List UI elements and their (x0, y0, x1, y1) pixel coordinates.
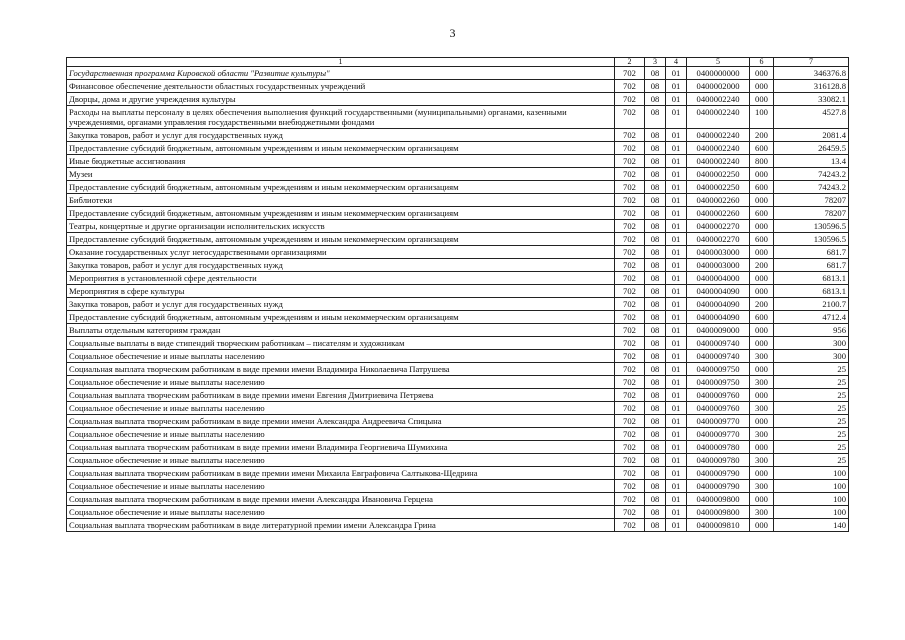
target-article-cell: 0400009810 (687, 519, 750, 532)
expense-type-cell: 200 (750, 129, 774, 142)
table-row (67, 467, 849, 480)
ministry-code-cell: 702 (615, 506, 645, 519)
table-row (67, 389, 849, 402)
section-code-cell: 08 (645, 480, 666, 493)
table-row (67, 285, 849, 298)
target-article-cell: 0400002240 (687, 142, 750, 155)
expense-type-cell: 200 (750, 259, 774, 272)
table-row (67, 155, 849, 168)
table-row (67, 142, 849, 155)
subsection-code-cell: 01 (666, 298, 687, 311)
table-row (67, 337, 849, 350)
section-code-cell: 08 (645, 80, 666, 93)
target-article-cell: 0400009770 (687, 415, 750, 428)
row-name-cell: Социальные выплаты в виде стипендий творческим работникам – писателям и художникам (67, 337, 615, 350)
table-row (67, 194, 849, 207)
subsection-code-cell: 01 (666, 376, 687, 389)
table-row (67, 415, 849, 428)
target-article-cell: 0400002260 (687, 207, 750, 220)
row-name-cell: Предоставление субсидий бюджетным, автономным учреждениям и иным некоммерческим организациям (67, 311, 615, 324)
amount-cell: 25 (774, 376, 849, 389)
section-code-cell: 08 (645, 285, 666, 298)
row-name-cell: Дворцы, дома и другие учреждения культуры (67, 93, 615, 106)
row-name-cell: Оказание государственных услуг негосударственными организациями (67, 246, 615, 259)
table-row (67, 402, 849, 415)
ministry-code-cell: 702 (615, 324, 645, 337)
table-row (67, 441, 849, 454)
ministry-code-cell: 702 (615, 93, 645, 106)
subsection-code-cell: 01 (666, 350, 687, 363)
table-row (67, 220, 849, 233)
expense-type-cell: 000 (750, 67, 774, 80)
row-name-cell: Социальная выплата творческим работникам в виде премии имени Евгения Дмитриевича Петряева (67, 389, 615, 402)
section-code-cell: 08 (645, 402, 666, 415)
row-name-cell: Выплаты отдельным категориям граждан (67, 324, 615, 337)
ministry-code-cell: 702 (615, 207, 645, 220)
target-article-cell: 0400004090 (687, 285, 750, 298)
section-code-cell: 08 (645, 142, 666, 155)
section-code-cell: 08 (645, 220, 666, 233)
expense-type-cell: 000 (750, 93, 774, 106)
amount-cell: 78207 (774, 207, 849, 220)
row-name-cell: Мероприятия в сфере культуры (67, 285, 615, 298)
expense-type-cell: 000 (750, 220, 774, 233)
ministry-code-cell: 702 (615, 194, 645, 207)
section-code-cell: 08 (645, 350, 666, 363)
row-name-cell: Социальная выплата творческим работникам в виде премии имени Александра Андреевича Спицына (67, 415, 615, 428)
target-article-cell: 0400009790 (687, 467, 750, 480)
target-article-cell: 0400002240 (687, 155, 750, 168)
target-article-cell: 0400009000 (687, 324, 750, 337)
column-number-row (67, 58, 849, 67)
ministry-code-cell: 702 (615, 142, 645, 155)
expense-type-cell: 300 (750, 454, 774, 467)
subsection-code-cell: 01 (666, 181, 687, 194)
ministry-code-cell: 702 (615, 350, 645, 363)
row-name-cell: Социальное обеспечение и иные выплаты населению (67, 454, 615, 467)
amount-cell: 25 (774, 441, 849, 454)
amount-cell: 100 (774, 493, 849, 506)
target-article-cell: 0400002240 (687, 129, 750, 142)
table-row (67, 480, 849, 493)
amount-cell: 25 (774, 402, 849, 415)
section-code-cell: 08 (645, 298, 666, 311)
ministry-code-cell: 702 (615, 363, 645, 376)
target-article-cell: 0400002250 (687, 168, 750, 181)
amount-cell: 74243.2 (774, 181, 849, 194)
section-code-cell: 08 (645, 246, 666, 259)
section-code-cell: 08 (645, 194, 666, 207)
table-row (67, 298, 849, 311)
amount-cell: 140 (774, 519, 849, 532)
ministry-code-cell: 702 (615, 480, 645, 493)
table-row (67, 80, 849, 93)
column-number: 5 (687, 58, 750, 67)
ministry-code-cell: 702 (615, 298, 645, 311)
expense-type-cell: 000 (750, 80, 774, 93)
section-code-cell: 08 (645, 106, 666, 129)
expense-type-cell: 000 (750, 272, 774, 285)
amount-cell: 100 (774, 480, 849, 493)
table-row (67, 207, 849, 220)
table-row (67, 246, 849, 259)
expense-type-cell: 000 (750, 168, 774, 181)
ministry-code-cell: 702 (615, 467, 645, 480)
amount-cell: 956 (774, 324, 849, 337)
subsection-code-cell: 01 (666, 415, 687, 428)
amount-cell: 33082.1 (774, 93, 849, 106)
row-name-cell: Предоставление субсидий бюджетным, автономным учреждениям и иным некоммерческим организациям (67, 233, 615, 246)
expense-type-cell: 000 (750, 324, 774, 337)
table-row (67, 350, 849, 363)
amount-cell: 25 (774, 454, 849, 467)
column-number: 1 (67, 58, 615, 67)
amount-cell: 25 (774, 428, 849, 441)
expense-type-cell: 300 (750, 428, 774, 441)
amount-cell: 74243.2 (774, 168, 849, 181)
subsection-code-cell: 01 (666, 246, 687, 259)
row-name-cell: Театры, концертные и другие организации исполнительских искусств (67, 220, 615, 233)
table-row (67, 129, 849, 142)
target-article-cell: 0400009770 (687, 428, 750, 441)
table-row (67, 454, 849, 467)
row-name-cell: Иные бюджетные ассигнования (67, 155, 615, 168)
amount-cell: 78207 (774, 194, 849, 207)
ministry-code-cell: 702 (615, 311, 645, 324)
ministry-code-cell: 702 (615, 402, 645, 415)
subsection-code-cell: 01 (666, 259, 687, 272)
target-article-cell: 0400009760 (687, 402, 750, 415)
target-article-cell: 0400009790 (687, 480, 750, 493)
target-article-cell: 0400004090 (687, 311, 750, 324)
subsection-code-cell: 01 (666, 155, 687, 168)
expense-type-cell: 800 (750, 155, 774, 168)
table-row (67, 363, 849, 376)
table-row (67, 519, 849, 532)
table-row (67, 259, 849, 272)
column-number: 7 (774, 58, 849, 67)
expense-type-cell: 000 (750, 441, 774, 454)
target-article-cell: 0400002000 (687, 80, 750, 93)
target-article-cell: 0400003000 (687, 259, 750, 272)
row-name-cell: Государственная программа Кировской области "Развитие культуры" (67, 67, 615, 80)
table-row (67, 493, 849, 506)
expense-type-cell: 300 (750, 350, 774, 363)
amount-cell: 2100.7 (774, 298, 849, 311)
column-number: 3 (645, 58, 666, 67)
row-name-cell: Предоставление субсидий бюджетным, автономным учреждениям и иным некоммерческим организациям (67, 207, 615, 220)
section-code-cell: 08 (645, 181, 666, 194)
expense-type-cell: 300 (750, 376, 774, 389)
row-name-cell: Социальное обеспечение и иные выплаты населению (67, 402, 615, 415)
expense-type-cell: 600 (750, 311, 774, 324)
section-code-cell: 08 (645, 441, 666, 454)
ministry-code-cell: 702 (615, 389, 645, 402)
row-name-cell: Социальная выплата творческим работникам в виде литературной премии имени Александра Грина (67, 519, 615, 532)
ministry-code-cell: 702 (615, 155, 645, 168)
subsection-code-cell: 01 (666, 467, 687, 480)
subsection-code-cell: 01 (666, 519, 687, 532)
expense-type-cell: 600 (750, 181, 774, 194)
target-article-cell: 0400002240 (687, 93, 750, 106)
row-name-cell: Социальное обеспечение и иные выплаты населению (67, 376, 615, 389)
table-row (67, 311, 849, 324)
section-code-cell: 08 (645, 428, 666, 441)
ministry-code-cell: 702 (615, 67, 645, 80)
section-code-cell: 08 (645, 129, 666, 142)
section-code-cell: 08 (645, 415, 666, 428)
row-name-cell: Социальное обеспечение и иные выплаты населению (67, 506, 615, 519)
subsection-code-cell: 01 (666, 106, 687, 129)
section-code-cell: 08 (645, 454, 666, 467)
subsection-code-cell: 01 (666, 454, 687, 467)
section-code-cell: 08 (645, 155, 666, 168)
section-code-cell: 08 (645, 337, 666, 350)
ministry-code-cell: 702 (615, 80, 645, 93)
target-article-cell: 0400009740 (687, 337, 750, 350)
section-code-cell: 08 (645, 67, 666, 80)
section-code-cell: 08 (645, 311, 666, 324)
subsection-code-cell: 01 (666, 402, 687, 415)
amount-cell: 25 (774, 363, 849, 376)
expense-type-cell: 000 (750, 246, 774, 259)
expense-type-cell: 000 (750, 467, 774, 480)
section-code-cell: 08 (645, 467, 666, 480)
amount-cell: 346376.8 (774, 67, 849, 80)
target-article-cell: 0400009800 (687, 506, 750, 519)
amount-cell: 4712.4 (774, 311, 849, 324)
amount-cell: 300 (774, 350, 849, 363)
amount-cell: 681.7 (774, 246, 849, 259)
subsection-code-cell: 01 (666, 428, 687, 441)
amount-cell: 100 (774, 506, 849, 519)
subsection-code-cell: 01 (666, 67, 687, 80)
row-name-cell: Социальная выплата творческим работникам в виде премии имени Владимира Георгиевича Шумихина (67, 441, 615, 454)
row-name-cell: Библиотеки (67, 194, 615, 207)
section-code-cell: 08 (645, 506, 666, 519)
target-article-cell: 0400009750 (687, 376, 750, 389)
ministry-code-cell: 702 (615, 246, 645, 259)
column-number: 2 (615, 58, 645, 67)
amount-cell: 6813.1 (774, 272, 849, 285)
table-row (67, 67, 849, 80)
section-code-cell: 08 (645, 363, 666, 376)
expense-type-cell: 000 (750, 285, 774, 298)
amount-cell: 6813.1 (774, 285, 849, 298)
ministry-code-cell: 702 (615, 376, 645, 389)
amount-cell: 130596.5 (774, 233, 849, 246)
section-code-cell: 08 (645, 259, 666, 272)
subsection-code-cell: 01 (666, 441, 687, 454)
ministry-code-cell: 702 (615, 220, 645, 233)
section-code-cell: 08 (645, 207, 666, 220)
subsection-code-cell: 01 (666, 233, 687, 246)
target-article-cell: 0400000000 (687, 67, 750, 80)
section-code-cell: 08 (645, 324, 666, 337)
amount-cell: 26459.5 (774, 142, 849, 155)
table-row (67, 272, 849, 285)
row-name-cell: Социальная выплата творческим работникам в виде премии имени Александра Ивановича Герцена (67, 493, 615, 506)
target-article-cell: 0400002260 (687, 194, 750, 207)
ministry-code-cell: 702 (615, 519, 645, 532)
page-number: 3 (449, 26, 456, 40)
subsection-code-cell: 01 (666, 80, 687, 93)
expense-type-cell: 000 (750, 389, 774, 402)
table-body (67, 58, 849, 532)
expense-type-cell: 200 (750, 298, 774, 311)
amount-cell: 25 (774, 415, 849, 428)
amount-cell: 100 (774, 467, 849, 480)
table-row (67, 324, 849, 337)
target-article-cell: 0400002270 (687, 233, 750, 246)
row-name-cell: Расходы на выплаты персоналу в целях обеспечения выполнения функций государственными (муниципальными) органами, казенными учреждениями, органами управления государственными внебюджетными фондами (67, 106, 615, 129)
row-name-cell: Музеи (67, 168, 615, 181)
subsection-code-cell: 01 (666, 493, 687, 506)
target-article-cell: 0400009780 (687, 454, 750, 467)
subsection-code-cell: 01 (666, 168, 687, 181)
subsection-code-cell: 01 (666, 272, 687, 285)
target-article-cell: 0400009800 (687, 493, 750, 506)
row-name-cell: Мероприятия в установленной сфере деятельности (67, 272, 615, 285)
row-name-cell: Закупка товаров, работ и услуг для государственных нужд (67, 298, 615, 311)
amount-cell: 300 (774, 337, 849, 350)
row-name-cell: Предоставление субсидий бюджетным, автономным учреждениям и иным некоммерческим организациям (67, 142, 615, 155)
row-name-cell: Социальное обеспечение и иные выплаты населению (67, 480, 615, 493)
row-name-cell: Социальная выплата творческим работникам в виде премии имени Михаила Евграфовича Салтыкова-Щедрина (67, 467, 615, 480)
expense-type-cell: 600 (750, 233, 774, 246)
amount-cell: 2081.4 (774, 129, 849, 142)
expense-type-cell: 000 (750, 363, 774, 376)
subsection-code-cell: 01 (666, 142, 687, 155)
budget-table (66, 57, 849, 532)
column-number: 4 (666, 58, 687, 67)
target-article-cell: 0400009760 (687, 389, 750, 402)
subsection-code-cell: 01 (666, 129, 687, 142)
target-article-cell: 0400003000 (687, 246, 750, 259)
amount-cell: 130596.5 (774, 220, 849, 233)
ministry-code-cell: 702 (615, 168, 645, 181)
row-name-cell: Социальное обеспечение и иные выплаты населению (67, 350, 615, 363)
ministry-code-cell: 702 (615, 181, 645, 194)
expense-type-cell: 000 (750, 194, 774, 207)
target-article-cell: 0400002240 (687, 106, 750, 129)
expense-type-cell: 000 (750, 337, 774, 350)
target-article-cell: 0400002250 (687, 181, 750, 194)
ministry-code-cell: 702 (615, 454, 645, 467)
subsection-code-cell: 01 (666, 363, 687, 376)
ministry-code-cell: 702 (615, 129, 645, 142)
section-code-cell: 08 (645, 493, 666, 506)
row-name-cell: Финансовое обеспечение деятельности областных государственных учреждений (67, 80, 615, 93)
section-code-cell: 08 (645, 389, 666, 402)
expense-type-cell: 300 (750, 506, 774, 519)
expense-type-cell: 600 (750, 142, 774, 155)
row-name-cell: Закупка товаров, работ и услуг для государственных нужд (67, 259, 615, 272)
section-code-cell: 08 (645, 93, 666, 106)
amount-cell: 25 (774, 389, 849, 402)
subsection-code-cell: 01 (666, 506, 687, 519)
amount-cell: 681.7 (774, 259, 849, 272)
subsection-code-cell: 01 (666, 285, 687, 298)
expense-type-cell: 300 (750, 480, 774, 493)
table-row (67, 376, 849, 389)
expense-type-cell: 000 (750, 493, 774, 506)
table-row (67, 428, 849, 441)
ministry-code-cell: 702 (615, 106, 645, 129)
row-name-cell: Социальное обеспечение и иные выплаты населению (67, 428, 615, 441)
expense-type-cell: 000 (750, 415, 774, 428)
table-row (67, 506, 849, 519)
subsection-code-cell: 01 (666, 207, 687, 220)
table-row (67, 233, 849, 246)
ministry-code-cell: 702 (615, 493, 645, 506)
amount-cell: 316128.8 (774, 80, 849, 93)
target-article-cell: 0400009740 (687, 350, 750, 363)
ministry-code-cell: 702 (615, 272, 645, 285)
ministry-code-cell: 702 (615, 428, 645, 441)
ministry-code-cell: 702 (615, 285, 645, 298)
section-code-cell: 08 (645, 168, 666, 181)
target-article-cell: 0400002270 (687, 220, 750, 233)
subsection-code-cell: 01 (666, 194, 687, 207)
subsection-code-cell: 01 (666, 93, 687, 106)
table-row (67, 93, 849, 106)
ministry-code-cell: 702 (615, 233, 645, 246)
row-name-cell: Социальная выплата творческим работникам в виде премии имени Владимира Николаевича Патрушева (67, 363, 615, 376)
expense-type-cell: 000 (750, 519, 774, 532)
target-article-cell: 0400004000 (687, 272, 750, 285)
expense-type-cell: 300 (750, 402, 774, 415)
subsection-code-cell: 01 (666, 324, 687, 337)
expense-type-cell: 600 (750, 207, 774, 220)
row-name-cell: Закупка товаров, работ и услуг для государственных нужд (67, 129, 615, 142)
ministry-code-cell: 702 (615, 337, 645, 350)
row-name-cell: Предоставление субсидий бюджетным, автономным учреждениям и иным некоммерческим организациям (67, 181, 615, 194)
subsection-code-cell: 01 (666, 389, 687, 402)
target-article-cell: 0400004090 (687, 298, 750, 311)
section-code-cell: 08 (645, 272, 666, 285)
ministry-code-cell: 702 (615, 415, 645, 428)
target-article-cell: 0400009780 (687, 441, 750, 454)
expense-type-cell: 100 (750, 106, 774, 129)
ministry-code-cell: 702 (615, 259, 645, 272)
section-code-cell: 08 (645, 233, 666, 246)
ministry-code-cell: 702 (615, 441, 645, 454)
table-row (67, 168, 849, 181)
subsection-code-cell: 01 (666, 311, 687, 324)
subsection-code-cell: 01 (666, 480, 687, 493)
amount-cell: 4527.8 (774, 106, 849, 129)
section-code-cell: 08 (645, 519, 666, 532)
subsection-code-cell: 01 (666, 220, 687, 233)
column-number: 6 (750, 58, 774, 67)
target-article-cell: 0400009750 (687, 363, 750, 376)
section-code-cell: 08 (645, 376, 666, 389)
amount-cell: 13.4 (774, 155, 849, 168)
subsection-code-cell: 01 (666, 337, 687, 350)
table-row (67, 181, 849, 194)
table-row (67, 106, 849, 129)
